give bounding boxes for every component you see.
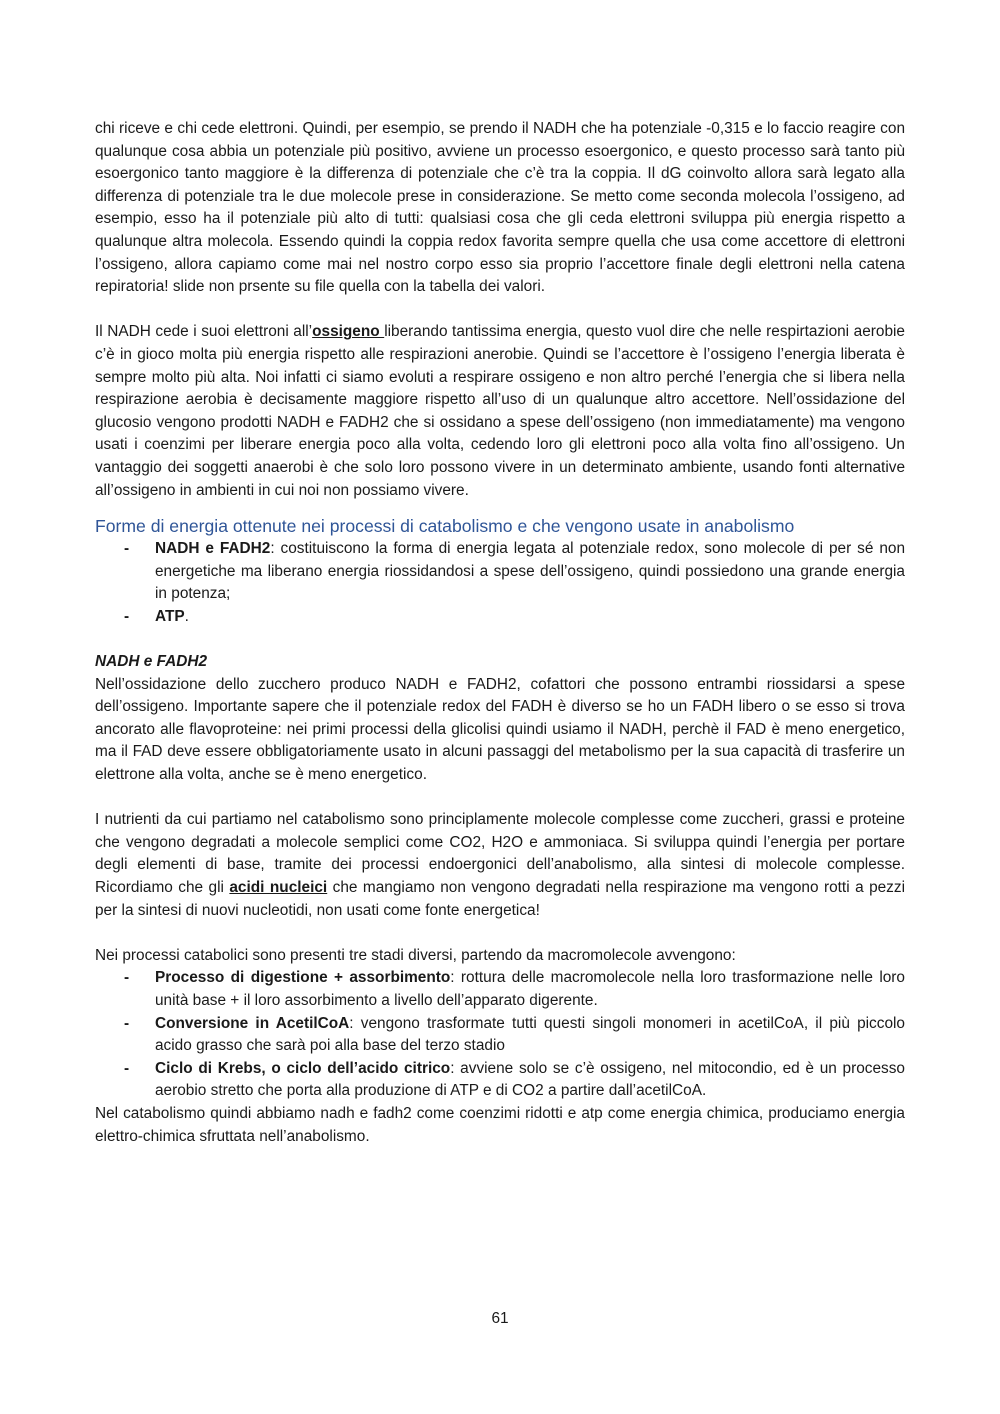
spacer (95, 299, 905, 322)
paragraph-redox-potential: chi riceve e chi cede elettroni. Quindi, per esempio, se prendo il NADH che ha potenziale -0,315 e lo faccio reagire con qualunque cosa abbia un potenziale più positivo, avviene un processo esoergonico, e questo processo sarà tanto più esoergonico tanto maggiore è la differenza di potenziale che c’è tra la coppia. Il dG coinvolto allora sarà legato alla differenza di potenziale tra le due molecole prese in considerazione. Se metto come seconda molecola l’ossigeno, ad esempio, esso ha il potenziale più alto di tutti: qualsiasi cosa che gli ceda elettroni sviluppa più energia rispetto a qualunque altra molecola. Essendo quindi la coppia redox favorita sempre quella che usa come accettore di elettroni l’ossigeno, allora capiamo come mai nel nostro corpo esso sia proprio l’accettore finale degli elettroni nella catena repiratoria! slide non prsente su file quella con la tabella dei valori. (95, 120, 905, 296)
list-item-text: : costituiscono la forma di energia legata al potenziale redox, sono molecole di per sé non energetiche ma liberano energia riossidandosi a spese dell’ossigeno, quindi possiedono una grande energia in potenza; (155, 540, 905, 603)
emphasis-acidi-nucleici: acidi nucleici (229, 879, 328, 896)
paragraph-text: Il NADH cede i suoi elettroni all’ (95, 323, 313, 341)
list-item-term: Processo di digestione + assorbimento (155, 969, 451, 987)
spacer (95, 628, 905, 651)
paragraph-nadh-oxygen (95, 321, 905, 502)
list-item (95, 967, 905, 1012)
energy-forms-list (95, 538, 905, 628)
list-item-text: : vengono trasformate tutti questi singoli monomeri in acetilCoA, il più piccolo acido grasso che sarà poi alla base del terzo stadio (155, 1014, 905, 1055)
list-item (95, 1013, 905, 1058)
dash-bullet: - (124, 969, 130, 987)
paragraph-nutrients (95, 809, 905, 922)
spacer (95, 787, 905, 810)
list-item-text: . (184, 607, 189, 625)
catabolic-stages-list (95, 967, 905, 1103)
dash-bullet: - (124, 1014, 130, 1032)
dash-bullet: - (124, 607, 130, 625)
list-item-term: ATP (155, 607, 185, 625)
page-number: 61 (491, 1310, 509, 1327)
paragraph-text: che mangiamo non vengono degradati nella respirazione ma vengono rotti a pezzi per la sintesi di nuovi nucleotidi, non usati come fonte energetica! (95, 879, 905, 919)
list-item-text: : avviene solo se c’è ossigeno, nel mitocondio, ed è un processo aerobio stretto che porta alla produzione di ATP e di CO2 a partire dall’acetilCoA. (155, 1059, 905, 1100)
list-item-term: Ciclo di Krebs, o ciclo dell’acido citrico (155, 1059, 451, 1077)
paragraph-conclusion: Nel catabolismo quindi abbiamo nadh e fadh2 come coenzimi ridotti e atp come energia chimica, produciamo energia elettro-chimica sfruttata nell’anabolismo. (95, 1104, 905, 1145)
paragraph-text: I nutrienti da cui partiamo nel catabolismo sono principlamente molecole complesse come zuccheri, grassi e proteine che vengono degradati a molecole semplici come CO2, H2O e ammoniaca. Si sviluppa quindi l’energia per portare degli elementi di base, tramite dei processi endoergonici dell’anabolismo, alla sintesi di molecole complesse. Ricordiamo che gli (95, 811, 905, 896)
list-item (95, 1058, 905, 1103)
paragraph-text: liberando tantissima energia, questo vuol dire che nelle respirtazioni aerobie c’è in gioco molta più energia rispetto alle respirazioni anerobie. Quindi se l’accettore è l’ossigeno l’energia liberata è sempre molto più alta. Noi infatti ci siamo evoluti a respirare ossigeno e non altro perché l’energia che si libera nella respirazione aerobia è decisamente maggiore rispetto all’uso di un qualunque altro accettore. Nell’ossidazione del glucosio vengono prodotti NADH e FADH2 che si ossidano a spese dell’ossigeno (non immediatamente) ma vengono usati i coenzimi per liberare energia poco alla volta, cedendo loro gli elettroni poco alla volta fino all’ossigeno. Un vantaggio dei soggetti anaerobi è che solo loro possono vivere in un determinato ambiente, usando fonti alternative all’ossigeno in ambienti in cui noi non possiamo vivere. (95, 323, 905, 499)
spacer (95, 922, 905, 945)
list-item-term: Conversione in AcetilCoA (155, 1014, 350, 1032)
paragraph-catabolic-stages-intro: Nei processi catabolici sono presenti tre stadi diversi, partendo da macromolecole avvengono: (95, 946, 736, 964)
paragraph-fadh: Nell’ossidazione dello zucchero produco NADH e FADH2, cofattori che possono entrambi riossidarsi a spese dell’ossigeno. Importante sapere che il potenziale redox del FADH è diverso se ho un FADH libero o se esso si trova ancorato alle flavoproteine: nei primi processi della glicolisi quindi usiamo il NADH, perchè il FAD è meno energetico, ma il FAD deve essere obbligatoriamente usato in alcuni passaggi del metabolismo per la sua capacità di trasferire un elettrone alla volta, anche se è meno energetico. (95, 675, 905, 784)
subsection-heading: NADH e FADH2 (95, 653, 208, 671)
section-heading: Forme di energia ottenute nei processi di catabolismo e che vengono usate in anabolismo (95, 516, 795, 537)
dash-bullet: - (124, 540, 130, 558)
dash-bullet: - (124, 1059, 130, 1077)
emphasis-ossigeno: ossigeno (312, 323, 385, 341)
list-item-text: : rottura delle macromolecole nella loro trasformazione nelle loro unità base + il loro assorbimento a livello dell’apparato digerente. (155, 969, 905, 1009)
list-item (95, 606, 905, 629)
list-item-term: NADH e FADH2 (155, 540, 271, 558)
page-body (95, 118, 905, 1148)
list-item (95, 538, 905, 606)
